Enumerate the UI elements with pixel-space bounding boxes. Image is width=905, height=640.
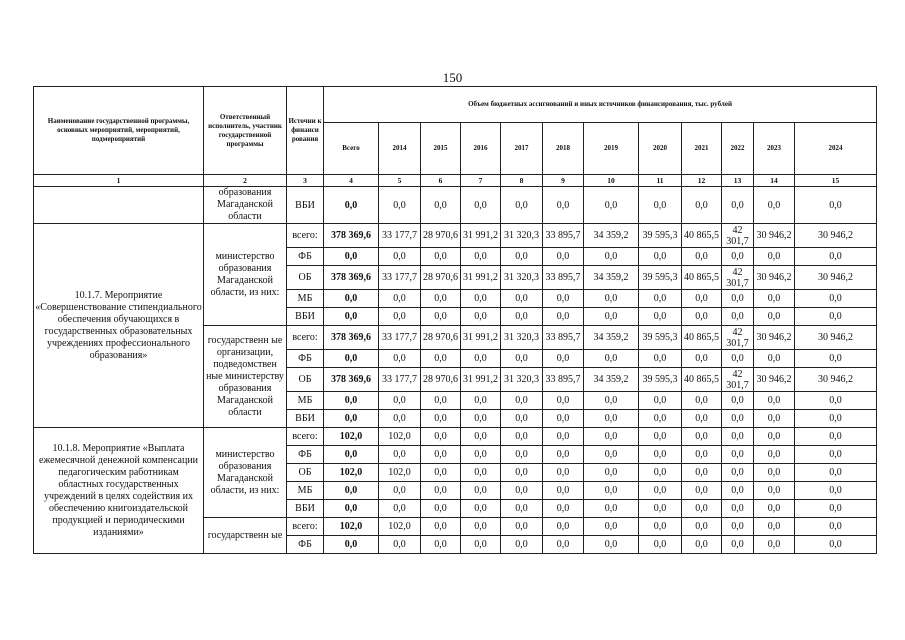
value-cell: 0,0 <box>795 248 877 266</box>
value-cell: 0,0 <box>682 500 722 518</box>
value-cell: 0,0 <box>795 428 877 446</box>
total-cell: 378 369,6 <box>324 326 379 350</box>
column-number: 7 <box>461 175 501 187</box>
value-cell: 33 177,7 <box>379 326 421 350</box>
value-cell: 0,0 <box>379 308 421 326</box>
page-number: 150 <box>442 70 463 85</box>
column-number: 2 <box>204 175 287 187</box>
value-cell: 0,0 <box>543 290 584 308</box>
responsible-cell: министерство образования Магаданской области, из них: <box>204 224 287 326</box>
value-cell: 102,0 <box>379 464 421 482</box>
value-cell: 0,0 <box>639 410 682 428</box>
value-cell: 30 946,2 <box>754 224 795 248</box>
value-cell: 0,0 <box>543 308 584 326</box>
value-cell: 42 301,7 <box>722 326 754 350</box>
value-cell: 0,0 <box>421 482 461 500</box>
value-cell: 0,0 <box>754 350 795 368</box>
column-number: 10 <box>584 175 639 187</box>
header-year: 2020 <box>639 123 682 175</box>
value-cell: 0,0 <box>722 350 754 368</box>
value-cell: 0,0 <box>421 464 461 482</box>
value-cell: 0,0 <box>795 392 877 410</box>
source-cell: ВБИ <box>287 410 324 428</box>
column-number: 13 <box>722 175 754 187</box>
value-cell: 33 177,7 <box>379 368 421 392</box>
value-cell: 0,0 <box>722 536 754 554</box>
value-cell: 39 595,3 <box>639 266 682 290</box>
value-cell: 33 895,7 <box>543 326 584 350</box>
value-cell: 0,0 <box>501 187 543 224</box>
header-year: 2021 <box>682 123 722 175</box>
header-source: Источни к финанси рования <box>287 87 324 175</box>
value-cell: 30 946,2 <box>754 266 795 290</box>
name-cell <box>34 187 204 224</box>
total-cell: 0,0 <box>324 410 379 428</box>
source-cell: ВБИ <box>287 500 324 518</box>
source-cell: ФБ <box>287 536 324 554</box>
value-cell: 0,0 <box>584 518 639 536</box>
value-cell: 0,0 <box>795 308 877 326</box>
value-cell: 0,0 <box>421 446 461 464</box>
value-cell: 0,0 <box>682 290 722 308</box>
value-cell: 0,0 <box>421 392 461 410</box>
value-cell: 0,0 <box>461 428 501 446</box>
value-cell: 0,0 <box>461 518 501 536</box>
value-cell: 0,0 <box>722 392 754 410</box>
value-cell: 0,0 <box>795 482 877 500</box>
table-row <box>34 187 877 224</box>
value-cell: 0,0 <box>639 248 682 266</box>
value-cell: 0,0 <box>501 428 543 446</box>
value-cell: 0,0 <box>682 392 722 410</box>
value-cell: 0,0 <box>682 308 722 326</box>
value-cell: 0,0 <box>543 482 584 500</box>
value-cell: 0,0 <box>501 392 543 410</box>
value-cell: 0,0 <box>754 446 795 464</box>
value-cell: 0,0 <box>501 482 543 500</box>
value-cell: 0,0 <box>379 187 421 224</box>
value-cell: 0,0 <box>461 536 501 554</box>
value-cell: 30 946,2 <box>795 326 877 350</box>
column-number: 5 <box>379 175 421 187</box>
responsible-cell: государственн ые <box>204 518 287 554</box>
source-cell: ВБИ <box>287 308 324 326</box>
responsible-cell: государственн ые организации, подведомствен ные министерству образования Магаданской области <box>204 326 287 428</box>
value-cell: 0,0 <box>639 187 682 224</box>
value-cell: 0,0 <box>795 500 877 518</box>
value-cell: 42 301,7 <box>722 266 754 290</box>
value-cell: 34 359,2 <box>584 224 639 248</box>
column-number: 8 <box>501 175 543 187</box>
value-cell: 30 946,2 <box>754 326 795 350</box>
value-cell: 0,0 <box>543 428 584 446</box>
value-cell: 0,0 <box>682 350 722 368</box>
total-cell: 0,0 <box>324 308 379 326</box>
value-cell: 0,0 <box>722 187 754 224</box>
value-cell: 0,0 <box>421 500 461 518</box>
value-cell: 0,0 <box>639 350 682 368</box>
value-cell: 34 359,2 <box>584 266 639 290</box>
value-cell: 0,0 <box>379 410 421 428</box>
value-cell: 0,0 <box>461 410 501 428</box>
column-number: 14 <box>754 175 795 187</box>
value-cell: 0,0 <box>461 500 501 518</box>
total-cell: 0,0 <box>324 482 379 500</box>
source-cell: МБ <box>287 392 324 410</box>
value-cell: 33 177,7 <box>379 224 421 248</box>
total-cell: 0,0 <box>324 446 379 464</box>
value-cell: 0,0 <box>461 482 501 500</box>
value-cell: 0,0 <box>461 392 501 410</box>
value-cell: 0,0 <box>421 187 461 224</box>
value-cell: 0,0 <box>795 518 877 536</box>
header-total: Всего <box>324 123 379 175</box>
value-cell: 0,0 <box>639 446 682 464</box>
value-cell: 33 895,7 <box>543 266 584 290</box>
value-cell: 33 177,7 <box>379 266 421 290</box>
value-cell: 0,0 <box>682 464 722 482</box>
value-cell: 0,0 <box>682 410 722 428</box>
value-cell: 0,0 <box>421 308 461 326</box>
value-cell: 0,0 <box>584 446 639 464</box>
value-cell: 102,0 <box>379 428 421 446</box>
value-cell: 28 970,6 <box>421 326 461 350</box>
value-cell: 28 970,6 <box>421 224 461 248</box>
budget-table-container <box>33 86 876 554</box>
value-cell: 0,0 <box>722 482 754 500</box>
value-cell: 0,0 <box>379 392 421 410</box>
value-cell: 39 595,3 <box>639 326 682 350</box>
table-row <box>34 224 877 248</box>
value-cell: 31 320,3 <box>501 224 543 248</box>
value-cell: 0,0 <box>795 290 877 308</box>
value-cell: 0,0 <box>682 248 722 266</box>
value-cell: 0,0 <box>421 428 461 446</box>
value-cell: 40 865,5 <box>682 266 722 290</box>
value-cell: 0,0 <box>639 536 682 554</box>
value-cell: 31 320,3 <box>501 326 543 350</box>
value-cell: 0,0 <box>584 248 639 266</box>
value-cell: 0,0 <box>722 290 754 308</box>
source-cell: ОБ <box>287 266 324 290</box>
header-volume: Объем бюджетных ассигнований и иных источников финансирования, тыс. рублей <box>324 87 877 123</box>
source-cell: всего: <box>287 326 324 350</box>
responsible-cell: образования Магаданской области <box>204 187 287 224</box>
value-cell: 31 991,2 <box>461 266 501 290</box>
value-cell: 0,0 <box>501 290 543 308</box>
value-cell: 0,0 <box>584 464 639 482</box>
value-cell: 40 865,5 <box>682 326 722 350</box>
header-year: 2024 <box>795 123 877 175</box>
value-cell: 28 970,6 <box>421 368 461 392</box>
value-cell: 0,0 <box>379 500 421 518</box>
total-cell: 102,0 <box>324 464 379 482</box>
value-cell: 0,0 <box>584 290 639 308</box>
value-cell: 0,0 <box>461 308 501 326</box>
value-cell: 0,0 <box>421 410 461 428</box>
value-cell: 0,0 <box>722 500 754 518</box>
value-cell: 0,0 <box>543 446 584 464</box>
value-cell: 0,0 <box>722 446 754 464</box>
total-cell: 0,0 <box>324 290 379 308</box>
value-cell: 0,0 <box>543 187 584 224</box>
value-cell: 0,0 <box>584 536 639 554</box>
column-number: 15 <box>795 175 877 187</box>
value-cell: 42 301,7 <box>722 368 754 392</box>
source-cell: МБ <box>287 290 324 308</box>
value-cell: 40 865,5 <box>682 368 722 392</box>
value-cell: 0,0 <box>754 536 795 554</box>
total-cell: 0,0 <box>324 187 379 224</box>
source-cell: ФБ <box>287 350 324 368</box>
value-cell: 0,0 <box>461 248 501 266</box>
value-cell: 0,0 <box>584 482 639 500</box>
value-cell: 0,0 <box>754 428 795 446</box>
header-year: 2017 <box>501 123 543 175</box>
value-cell: 31 991,2 <box>461 224 501 248</box>
value-cell: 0,0 <box>722 410 754 428</box>
value-cell: 0,0 <box>722 248 754 266</box>
header-year: 2015 <box>421 123 461 175</box>
header-responsible: Ответственный исполнитель, участник государственной программы <box>204 87 287 175</box>
value-cell: 0,0 <box>682 428 722 446</box>
value-cell: 0,0 <box>639 290 682 308</box>
total-cell: 0,0 <box>324 248 379 266</box>
value-cell: 0,0 <box>501 248 543 266</box>
total-cell: 0,0 <box>324 350 379 368</box>
value-cell: 0,0 <box>584 410 639 428</box>
value-cell: 0,0 <box>639 500 682 518</box>
value-cell: 34 359,2 <box>584 368 639 392</box>
total-cell: 378 369,6 <box>324 224 379 248</box>
value-cell: 0,0 <box>682 518 722 536</box>
value-cell: 0,0 <box>795 410 877 428</box>
value-cell: 30 946,2 <box>754 368 795 392</box>
column-number: 4 <box>324 175 379 187</box>
value-cell: 31 320,3 <box>501 368 543 392</box>
activity-name: 10.1.8. Мероприятие «Выплата ежемесячной денежной компенсации педагогическим работникам областных государственных учреждений в целях содействия их обеспечению книгоиздательской продукцией и периодическими изданиями» <box>34 428 204 554</box>
value-cell: 0,0 <box>379 446 421 464</box>
source-cell: ВБИ <box>287 187 324 224</box>
column-number: 11 <box>639 175 682 187</box>
value-cell: 0,0 <box>584 392 639 410</box>
source-cell: МБ <box>287 482 324 500</box>
budget-table <box>33 86 877 554</box>
header-year: 2023 <box>754 123 795 175</box>
value-cell: 0,0 <box>682 187 722 224</box>
value-cell: 30 946,2 <box>795 266 877 290</box>
value-cell: 0,0 <box>754 482 795 500</box>
value-cell: 0,0 <box>461 464 501 482</box>
value-cell: 0,0 <box>501 446 543 464</box>
value-cell: 0,0 <box>501 410 543 428</box>
source-cell: всего: <box>287 224 324 248</box>
value-cell: 0,0 <box>543 248 584 266</box>
value-cell: 0,0 <box>639 392 682 410</box>
value-cell: 0,0 <box>421 290 461 308</box>
value-cell: 31 991,2 <box>461 326 501 350</box>
value-cell: 0,0 <box>501 518 543 536</box>
value-cell: 0,0 <box>722 518 754 536</box>
value-cell: 0,0 <box>795 350 877 368</box>
activity-name: 10.1.7. Мероприятие «Совершенствование стипендиального обеспечения обучающихся в государственных образовательных учреждениях профессионального образования» <box>34 224 204 428</box>
value-cell: 39 595,3 <box>639 224 682 248</box>
value-cell: 0,0 <box>461 290 501 308</box>
value-cell: 0,0 <box>584 350 639 368</box>
column-number: 9 <box>543 175 584 187</box>
responsible-cell: министерство образования Магаданской области, из них: <box>204 428 287 518</box>
value-cell: 0,0 <box>795 464 877 482</box>
total-cell: 0,0 <box>324 392 379 410</box>
column-number: 3 <box>287 175 324 187</box>
value-cell: 0,0 <box>543 536 584 554</box>
source-cell: ОБ <box>287 368 324 392</box>
column-number: 1 <box>34 175 204 187</box>
value-cell: 0,0 <box>543 500 584 518</box>
value-cell: 0,0 <box>754 464 795 482</box>
value-cell: 30 946,2 <box>795 224 877 248</box>
value-cell: 0,0 <box>795 187 877 224</box>
total-cell: 378 369,6 <box>324 368 379 392</box>
value-cell: 0,0 <box>795 536 877 554</box>
value-cell: 0,0 <box>461 350 501 368</box>
total-cell: 0,0 <box>324 536 379 554</box>
value-cell: 0,0 <box>421 350 461 368</box>
value-cell: 0,0 <box>543 392 584 410</box>
column-number: 6 <box>421 175 461 187</box>
value-cell: 0,0 <box>682 446 722 464</box>
value-cell: 0,0 <box>584 308 639 326</box>
value-cell: 0,0 <box>584 428 639 446</box>
value-cell: 40 865,5 <box>682 224 722 248</box>
value-cell: 0,0 <box>754 392 795 410</box>
total-cell: 102,0 <box>324 428 379 446</box>
value-cell: 39 595,3 <box>639 368 682 392</box>
value-cell: 0,0 <box>543 350 584 368</box>
value-cell: 0,0 <box>639 464 682 482</box>
value-cell: 0,0 <box>722 464 754 482</box>
value-cell: 0,0 <box>461 446 501 464</box>
value-cell: 0,0 <box>501 500 543 518</box>
header-year: 2016 <box>461 123 501 175</box>
value-cell: 0,0 <box>501 464 543 482</box>
value-cell: 0,0 <box>379 482 421 500</box>
value-cell: 31 991,2 <box>461 368 501 392</box>
value-cell: 0,0 <box>754 410 795 428</box>
source-cell: ФБ <box>287 446 324 464</box>
value-cell: 0,0 <box>584 500 639 518</box>
value-cell: 28 970,6 <box>421 266 461 290</box>
value-cell: 0,0 <box>639 482 682 500</box>
value-cell: 0,0 <box>584 187 639 224</box>
column-number: 12 <box>682 175 722 187</box>
header-year: 2019 <box>584 123 639 175</box>
value-cell: 0,0 <box>543 410 584 428</box>
value-cell: 0,0 <box>754 248 795 266</box>
value-cell: 0,0 <box>379 290 421 308</box>
source-cell: ОБ <box>287 464 324 482</box>
value-cell: 0,0 <box>501 536 543 554</box>
value-cell: 0,0 <box>682 536 722 554</box>
value-cell: 0,0 <box>639 428 682 446</box>
source-cell: ФБ <box>287 248 324 266</box>
value-cell: 0,0 <box>379 536 421 554</box>
value-cell: 0,0 <box>754 308 795 326</box>
value-cell: 0,0 <box>379 248 421 266</box>
header-year: 2018 <box>543 123 584 175</box>
value-cell: 0,0 <box>379 350 421 368</box>
value-cell: 0,0 <box>754 187 795 224</box>
value-cell: 0,0 <box>754 500 795 518</box>
header-name: Наименование государственной программы, основных мероприятий, мероприятий, подмероприятий <box>34 87 204 175</box>
value-cell: 0,0 <box>421 518 461 536</box>
value-cell: 0,0 <box>461 187 501 224</box>
value-cell: 102,0 <box>379 518 421 536</box>
header-year: 2014 <box>379 123 421 175</box>
total-cell: 378 369,6 <box>324 266 379 290</box>
value-cell: 0,0 <box>639 308 682 326</box>
value-cell: 0,0 <box>722 308 754 326</box>
total-cell: 102,0 <box>324 518 379 536</box>
header-year: 2022 <box>722 123 754 175</box>
value-cell: 31 320,3 <box>501 266 543 290</box>
value-cell: 0,0 <box>543 518 584 536</box>
total-cell: 0,0 <box>324 500 379 518</box>
value-cell: 33 895,7 <box>543 224 584 248</box>
value-cell: 0,0 <box>421 248 461 266</box>
value-cell: 0,0 <box>501 350 543 368</box>
value-cell: 42 301,7 <box>722 224 754 248</box>
value-cell: 0,0 <box>543 464 584 482</box>
value-cell: 33 895,7 <box>543 368 584 392</box>
value-cell: 30 946,2 <box>795 368 877 392</box>
value-cell: 0,0 <box>421 536 461 554</box>
value-cell: 0,0 <box>501 308 543 326</box>
value-cell: 0,0 <box>639 518 682 536</box>
source-cell: всего: <box>287 518 324 536</box>
value-cell: 0,0 <box>722 428 754 446</box>
value-cell: 0,0 <box>754 290 795 308</box>
source-cell: всего: <box>287 428 324 446</box>
value-cell: 0,0 <box>795 446 877 464</box>
value-cell: 0,0 <box>754 518 795 536</box>
table-row <box>34 428 877 446</box>
value-cell: 34 359,2 <box>584 326 639 350</box>
value-cell: 0,0 <box>682 482 722 500</box>
